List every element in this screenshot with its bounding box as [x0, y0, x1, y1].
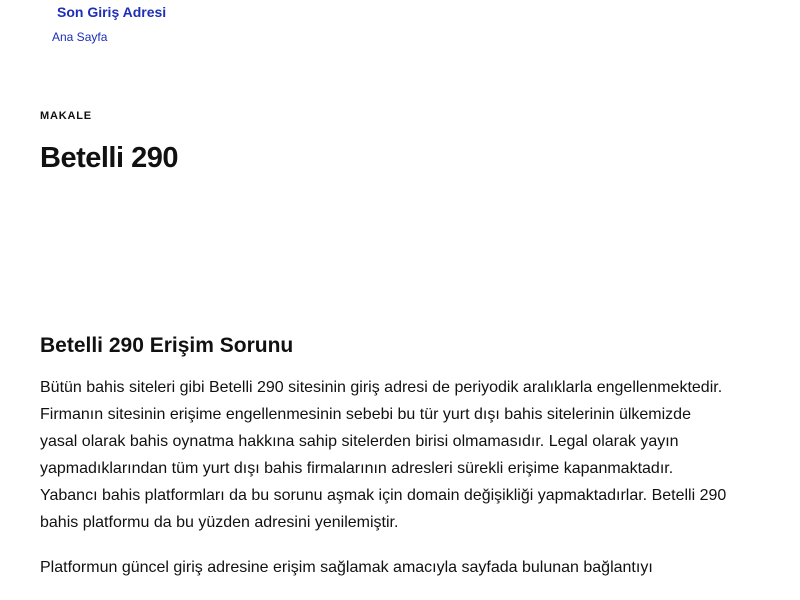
site-title-link[interactable]: Son Giriş Adresi — [57, 4, 167, 20]
article-paragraph-2: Platformun güncel giriş adresine erişim sağlamak amacıyla sayfada bulunan bağlantıyı — [40, 559, 653, 576]
article-content — [40, 332, 730, 599]
nav-home-link[interactable]: Ana Sayfa — [52, 30, 108, 44]
section-heading: Betelli 290 Erişim Sorunu — [40, 334, 294, 357]
category-label[interactable]: MAKALE — [40, 110, 92, 122]
page-title: Betelli 290 — [40, 142, 178, 174]
article-paragraph-1: Bütün bahis siteleri gibi Betelli 290 sitesinin giriş adresi de periyodik aralıklarla engellenmektedir. Firmanın sitesinin erişime engellenmesinin sebebi bu tür yurt dışı bahis sitelerinin ülkemizde yasal olarak bahis oynatma hakkına sahip sitelerden birisi olmamasıdır. Legal olarak yayın yapmadıklarından tüm yurt dışı bahis firmalarının adresleri sürekli erişime kapanmaktadır. Yabancı bahis platformları da bu sorunu aşmak için domain değişikliği yapmaktadırlar. Betelli 290 bahis platformu da bu yüzden adresini yenilemiştir. — [40, 379, 727, 531]
